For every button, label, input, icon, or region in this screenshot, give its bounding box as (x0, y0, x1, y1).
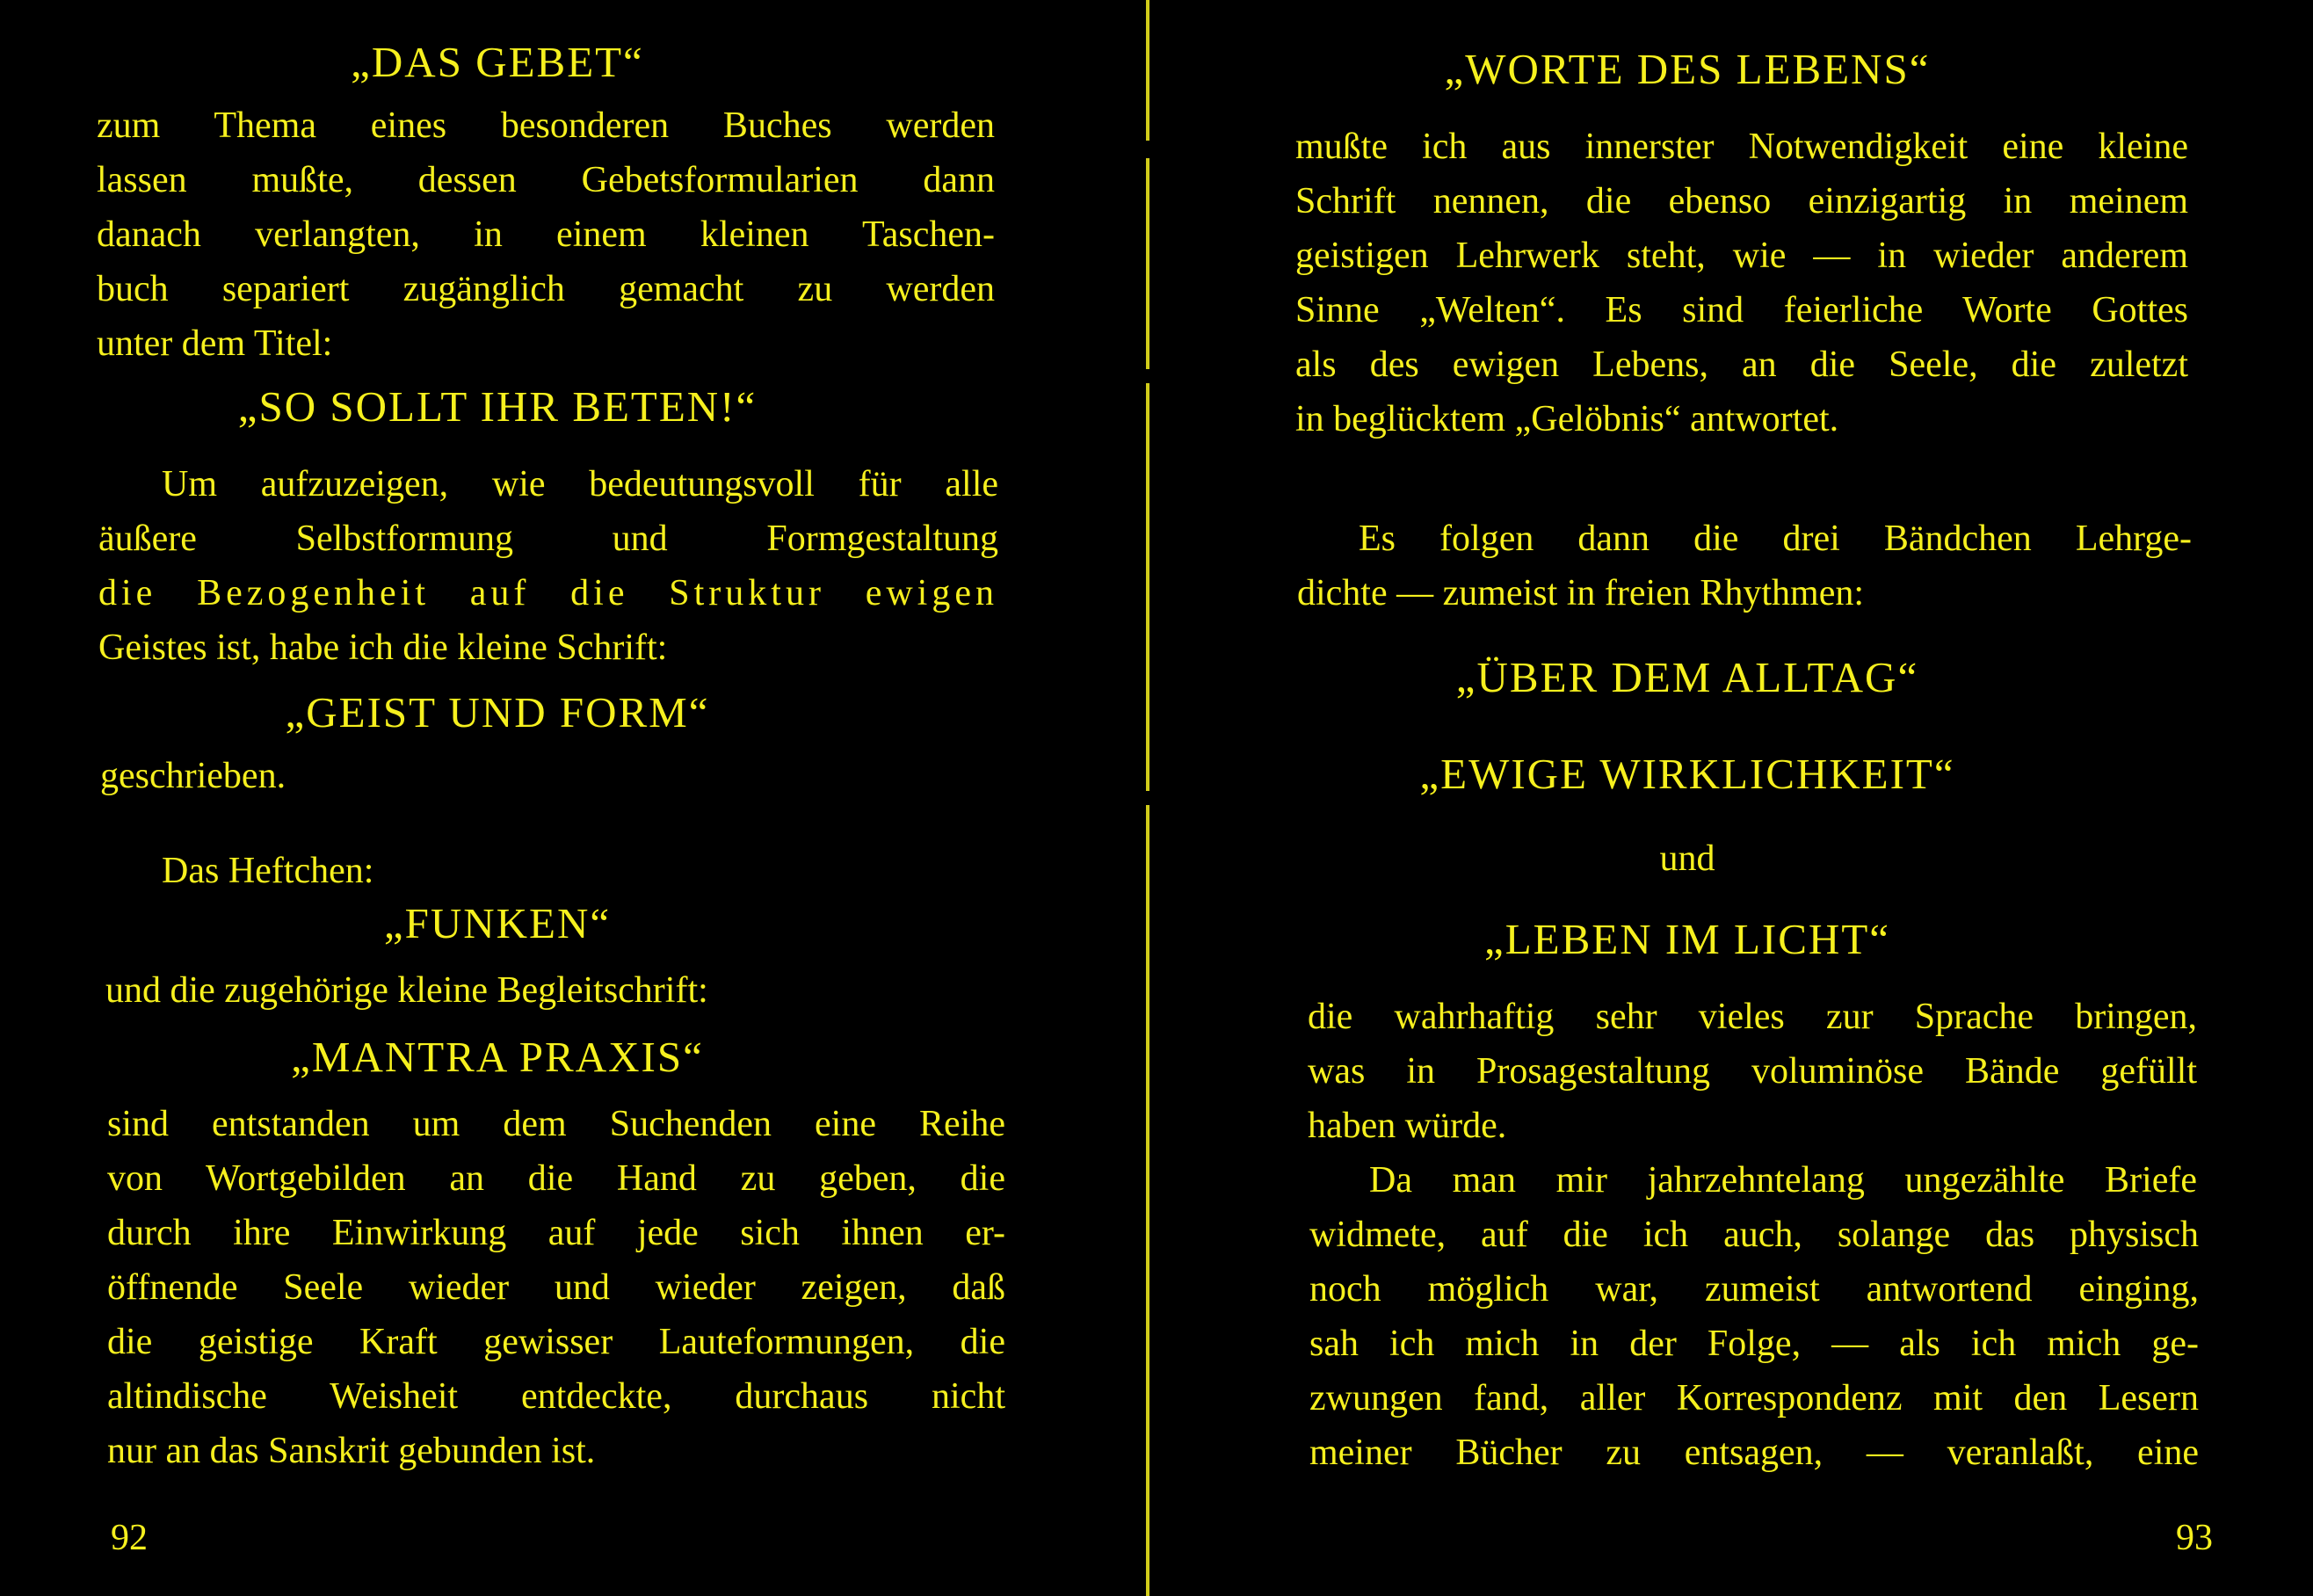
text-line: Um aufzuzeigen, wie bedeutungsvoll für alle (162, 464, 998, 504)
text-line-und: und (1659, 838, 1715, 879)
text-line: Schrift nennen, die ebenso einzigartig in meinem (1295, 181, 2188, 221)
text-line: geistigen Lehrwerk steht, wie — in wieder anderem (1295, 236, 2188, 276)
text-line: mußte ich aus innerster Notwendigkeit eine kleine (1295, 127, 2188, 167)
text-line: nur an das Sanskrit gebunden ist. (107, 1431, 596, 1471)
text-line: äußere Selbstformung und Formgestaltung (98, 519, 998, 559)
text-line: Das Heftchen: (162, 851, 374, 891)
text-line: von Wortgebilden an die Hand zu geben, die (107, 1158, 1005, 1199)
text-line: in beglücktem „Gelöbnis“ antwortet. (1295, 399, 1839, 439)
text-line: lassen mußte, dessen Gebetsformularien dann (97, 160, 995, 200)
text-line: was in Prosagestaltung voluminöse Bände gefüllt (1308, 1051, 2197, 1092)
heading-worte-des-lebens: „WORTE DES LEBENS“ (1444, 45, 1931, 93)
text-line: öffnende Seele wieder und wieder zeigen, daß (107, 1267, 1005, 1308)
text-line: Geistes ist, habe ich die kleine Schrift: (98, 628, 668, 668)
text-line: Es folgen dann die drei Bändchen Lehrge- (1359, 519, 2192, 559)
left-page (0, 0, 1142, 1596)
text-line: die Bezogenheit auf die Struktur ewigen (98, 573, 998, 613)
text-line: unter dem Titel: (97, 323, 333, 364)
text-line: haben würde. (1308, 1106, 1507, 1146)
text-line: als des ewigen Lebens, an die Seele, die zuletzt (1295, 345, 2188, 385)
text-line: meiner Bücher zu entsagen, — veranlaßt, eine (1309, 1433, 2199, 1473)
text-line: zwungen fand, aller Korrespondenz mit den Lesern (1309, 1378, 2199, 1418)
text-line: zum Thema eines besonderen Buches werden (97, 105, 995, 146)
text-line: noch möglich war, zumeist antwortend einging, (1309, 1269, 2199, 1309)
text-line: widmete, auf die ich auch, solange das physisch (1309, 1215, 2199, 1255)
right-page (1160, 0, 2313, 1596)
heading-so-sollt-ihr-beten: „SO SOLLT IHR BETEN!“ (237, 382, 758, 431)
text-line: Da man mir jahrzehntelang ungezählte Briefe (1369, 1160, 2197, 1201)
heading-ueber-dem-alltag: „ÜBER DEM ALLTAG“ (1455, 653, 1919, 701)
heading-geist-und-form: „GEIST UND FORM“ (285, 688, 710, 736)
text-line: Sinne „Welten“. Es sind feierliche Worte Gottes (1295, 290, 2188, 330)
text-line: durch ihre Einwirkung auf jede sich ihnen er- (107, 1213, 1005, 1253)
heading-funken: „FUNKEN“ (383, 899, 612, 947)
text-line: geschrieben. (100, 756, 286, 796)
heading-das-gebet: „DAS GEBET“ (351, 38, 644, 86)
text-line: sind entstanden um dem Suchenden eine Reihe (107, 1104, 1005, 1144)
page-number: 92 (111, 1518, 148, 1558)
text-line: sah ich mich in der Folge, — als ich mich ge- (1309, 1324, 2199, 1364)
text-line: und die zugehörige kleine Begleitschrift: (105, 970, 708, 1011)
text-line: die wahrhaftig sehr vieles zur Sprache bringen, (1308, 997, 2197, 1037)
page-number: 93 (2176, 1518, 2213, 1558)
text-line: dichte — zumeist in freien Rhythmen: (1297, 573, 1865, 613)
text-line: die geistige Kraft gewisser Lauteformungen, die (107, 1322, 1005, 1362)
heading-ewige-wirklichkeit: „EWIGE WIRKLICHKEIT“ (1419, 750, 1955, 798)
text-line: altindische Weisheit entdeckte, durchaus nicht (107, 1376, 1005, 1417)
heading-leben-im-licht: „LEBEN IM LICHT“ (1484, 915, 1890, 963)
text-line: buch separiert zugänglich gemacht zu werden (97, 269, 995, 309)
text-line: danach verlangten, in einem kleinen Taschen- (97, 214, 995, 255)
heading-mantra-praxis: „MANTRA PRAXIS“ (291, 1033, 704, 1081)
book-gutter (1146, 0, 1149, 1596)
